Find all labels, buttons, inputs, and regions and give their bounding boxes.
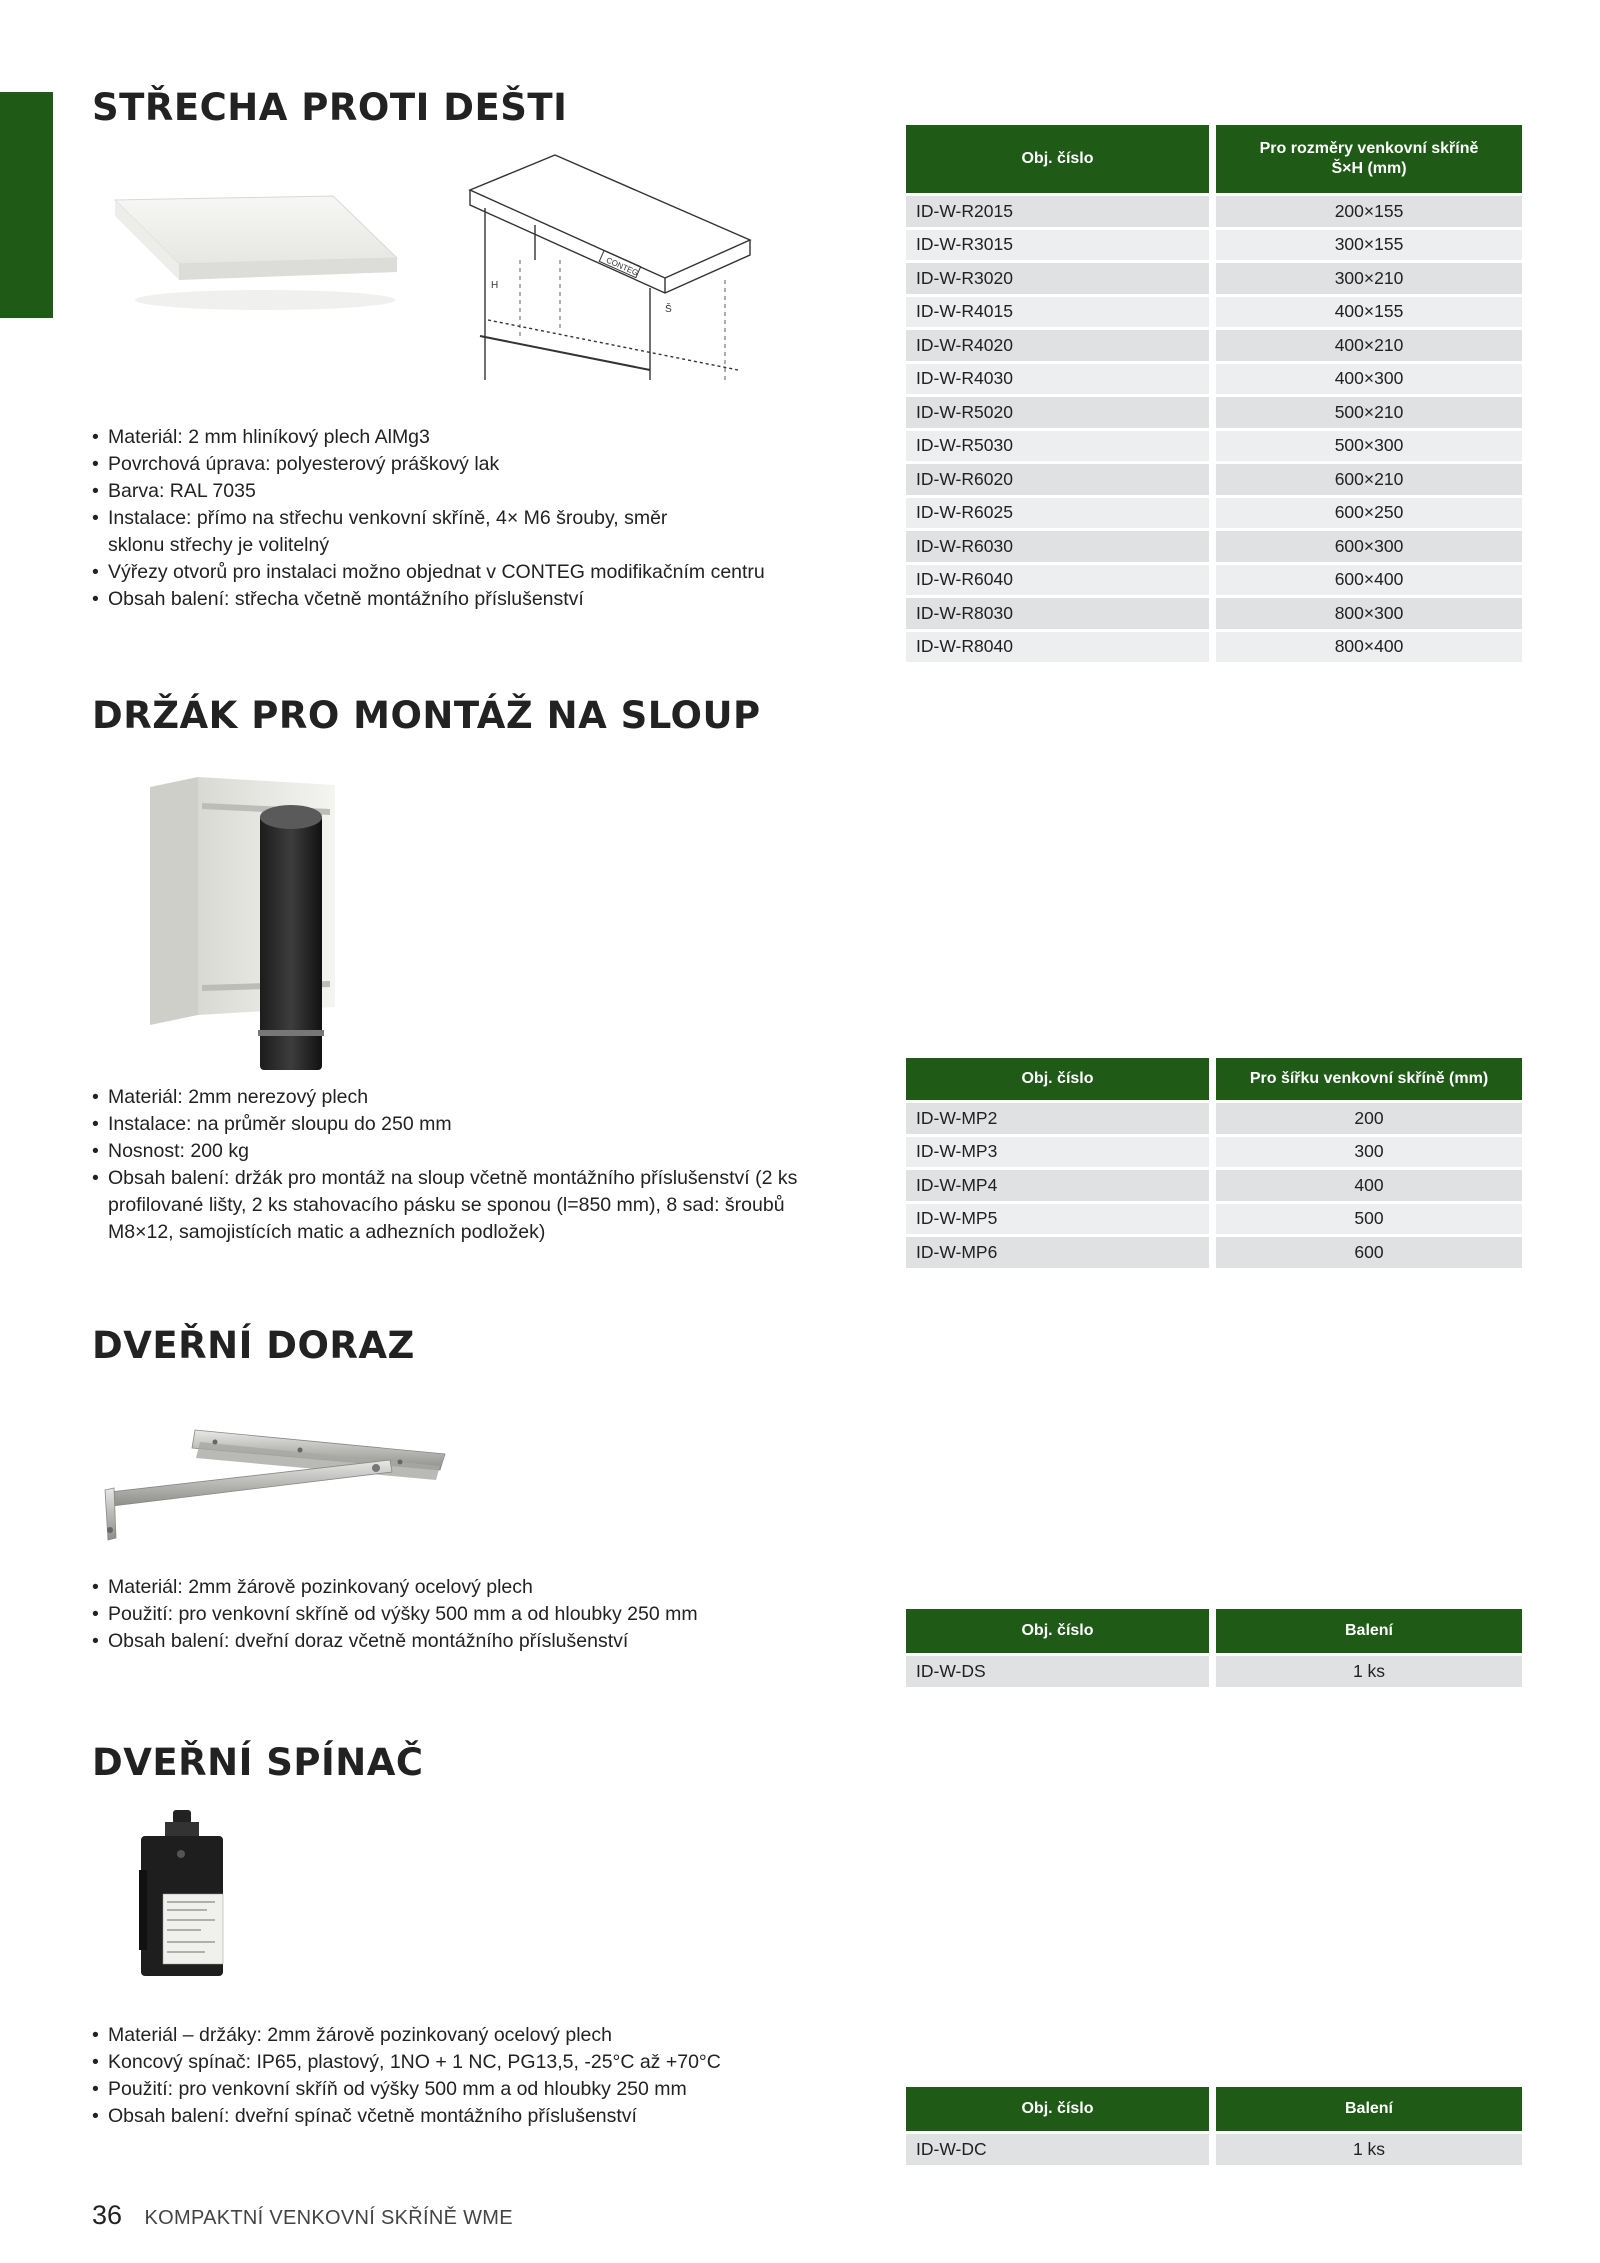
table-cell: 600 xyxy=(1216,1234,1522,1268)
list-item: • Instalace: na průměr sloupu do 250 mm xyxy=(92,1111,812,1138)
table-row xyxy=(906,227,1522,261)
table-cell: 600×400 xyxy=(1216,562,1522,596)
door-stop-spec-list xyxy=(92,1574,812,1655)
list-item: • Nosnost: 200 kg xyxy=(92,1138,812,1165)
section-title-door-switch: DVEŘNÍ SPÍNAČ xyxy=(92,1741,424,1784)
table-cell: 800×400 xyxy=(1216,629,1522,663)
roof-photo xyxy=(105,188,405,328)
section-title-pole-mount: DRŽÁK PRO MONTÁŽ NA SLOUP xyxy=(92,694,761,737)
page-footer xyxy=(92,2200,513,2231)
table-cell: ID-W-DC xyxy=(906,2131,1209,2165)
table-cell: 400×300 xyxy=(1216,361,1522,395)
table-cell: 200×155 xyxy=(1216,193,1522,227)
table-cell: 300 xyxy=(1216,1134,1522,1168)
table-cell: 300×155 xyxy=(1216,227,1522,261)
table-cell: ID-W-MP2 xyxy=(906,1100,1209,1134)
brand-label: CONTEG xyxy=(604,255,640,278)
table-header-row xyxy=(906,1609,1522,1653)
table-cell: ID-W-R8040 xyxy=(906,629,1209,663)
pole-mount-spec-list xyxy=(92,1084,812,1246)
table-cell: 400 xyxy=(1216,1167,1522,1201)
door-switch-photo xyxy=(135,1810,235,1990)
list-item: • Povrchová úprava: polyesterový práškový lak xyxy=(92,451,812,478)
table-row xyxy=(906,528,1522,562)
table-row xyxy=(906,394,1522,428)
footer-title: KOMPAKTNÍ VENKOVNÍ SKŘÍNĚ WME xyxy=(144,2207,513,2229)
table-cell: ID-W-DS xyxy=(906,1653,1209,1687)
table-cell: ID-W-MP3 xyxy=(906,1134,1209,1168)
table-cell: 400×210 xyxy=(1216,327,1522,361)
table-row xyxy=(906,1100,1522,1134)
list-item: • Obsah balení: držák pro montáž na sloup včetně montážního příslušenství (2 ks profilované lišty, 2 ks stahovacího pásku se sponou (l=850 mm), 8 sad: šroubů M8×12, samojistících matic a adhezních podložek) xyxy=(92,1165,808,1246)
list-item: • Materiál: 2 mm hliníkový plech AlMg3 xyxy=(92,424,812,451)
table-cell: ID-W-R8030 xyxy=(906,595,1209,629)
table-header-cell: Obj. číslo xyxy=(906,1058,1209,1100)
door-switch-spec-list xyxy=(92,2022,812,2130)
list-item: • Materiál: 2mm nerezový plech xyxy=(92,1084,812,1111)
table-header-row xyxy=(906,1058,1522,1100)
table-cell: ID-W-MP4 xyxy=(906,1167,1209,1201)
table-header-row xyxy=(906,125,1522,193)
table-row xyxy=(906,361,1522,395)
roof-technical-drawing xyxy=(460,150,760,390)
table-header-cell: Balení xyxy=(1216,2087,1522,2131)
pole-mount-table xyxy=(906,1058,1522,1268)
table-cell: 800×300 xyxy=(1216,595,1522,629)
table-header-cell: Pro rozměry venkovní skříně Š×H (mm) xyxy=(1216,125,1522,193)
list-item: • Materiál – držáky: 2mm žárově pozinkovaný ocelový plech xyxy=(92,2022,812,2049)
table-row xyxy=(906,629,1522,663)
door-switch-table xyxy=(906,2087,1522,2165)
table-row xyxy=(906,260,1522,294)
table-row xyxy=(906,595,1522,629)
table-row xyxy=(906,1653,1522,1687)
list-item: • Obsah balení: dveřní doraz včetně montážního příslušenství xyxy=(92,1628,812,1655)
table-row xyxy=(906,2131,1522,2165)
table-row xyxy=(906,1167,1522,1201)
section-title-roof: STŘECHA PROTI DEŠTI xyxy=(92,86,568,129)
table-cell: 200 xyxy=(1216,1100,1522,1134)
list-item: • Výřezy otvorů pro instalaci možno objednat v CONTEG modifikačním centru xyxy=(92,559,812,586)
list-item: • Instalace: přímo na střechu venkovní skříně, 4× M6 šrouby, směr sklonu střechy je volitelný xyxy=(92,505,668,559)
list-item: • Barva: RAL 7035 xyxy=(92,478,812,505)
table-header-cell: Pro šířku venkovní skříně (mm) xyxy=(1216,1058,1522,1100)
table-cell: ID-W-R4030 xyxy=(906,361,1209,395)
table-cell: ID-W-R6040 xyxy=(906,562,1209,596)
table-header-cell: Obj. číslo xyxy=(906,2087,1209,2131)
list-item: • Materiál: 2mm žárově pozinkovaný ocelový plech xyxy=(92,1574,812,1601)
table-row xyxy=(906,562,1522,596)
table-cell: ID-W-R5020 xyxy=(906,394,1209,428)
table-row xyxy=(906,1201,1522,1235)
table-cell: ID-W-R6020 xyxy=(906,461,1209,495)
table-row xyxy=(906,1134,1522,1168)
table-cell: ID-W-R2015 xyxy=(906,193,1209,227)
table-cell: 500×210 xyxy=(1216,394,1522,428)
list-item: • Obsah balení: dveřní spínač včetně montážního příslušenství xyxy=(92,2103,812,2130)
table-row xyxy=(906,428,1522,462)
list-item: • Koncový spínač: IP65, plastový, 1NO + 1 NC, PG13,5, -25°C až +70°C xyxy=(92,2049,812,2076)
dimension-label-h: H xyxy=(491,280,499,291)
table-cell: ID-W-R3015 xyxy=(906,227,1209,261)
table-header-cell: Balení xyxy=(1216,1609,1522,1653)
door-stop-table xyxy=(906,1609,1522,1687)
table-cell: ID-W-R6025 xyxy=(906,495,1209,529)
table-cell: ID-W-R6030 xyxy=(906,528,1209,562)
table-cell: 500×300 xyxy=(1216,428,1522,462)
table-cell: 600×210 xyxy=(1216,461,1522,495)
roof-spec-list xyxy=(92,424,812,613)
list-item: • Obsah balení: střecha včetně montážního příslušenství xyxy=(92,586,812,613)
table-cell: ID-W-R4020 xyxy=(906,327,1209,361)
table-cell: 400×155 xyxy=(1216,294,1522,328)
table-cell: ID-W-MP6 xyxy=(906,1234,1209,1268)
list-item: • Použití: pro venkovní skříň od výšky 500 mm a od hloubky 250 mm xyxy=(92,2076,812,2103)
list-item: • Použití: pro venkovní skříně od výšky 500 mm a od hloubky 250 mm xyxy=(92,1601,812,1628)
table-row xyxy=(906,294,1522,328)
page-number: 36 xyxy=(92,2200,123,2230)
section-side-tab xyxy=(0,92,53,318)
table-header-cell: Obj. číslo xyxy=(906,125,1209,193)
table-cell: 300×210 xyxy=(1216,260,1522,294)
table-cell: 1 ks xyxy=(1216,2131,1522,2165)
table-cell: 600×250 xyxy=(1216,495,1522,529)
dimension-label-s: Š xyxy=(665,304,672,315)
table-row xyxy=(906,461,1522,495)
table-cell: ID-W-R4015 xyxy=(906,294,1209,328)
pole-mount-photo xyxy=(140,775,370,1075)
table-cell: ID-W-MP5 xyxy=(906,1201,1209,1235)
table-cell: 500 xyxy=(1216,1201,1522,1235)
table-row xyxy=(906,495,1522,529)
table-row xyxy=(906,193,1522,227)
table-header-row xyxy=(906,2087,1522,2131)
table-cell: 1 ks xyxy=(1216,1653,1522,1687)
table-cell: ID-W-R3020 xyxy=(906,260,1209,294)
section-title-door-stop: DVEŘNÍ DORAZ xyxy=(92,1324,415,1367)
table-cell: ID-W-R5030 xyxy=(906,428,1209,462)
roof-table xyxy=(906,125,1522,662)
door-stop-photo xyxy=(100,1420,460,1570)
table-row xyxy=(906,1234,1522,1268)
table-row xyxy=(906,327,1522,361)
table-header-cell: Obj. číslo xyxy=(906,1609,1209,1653)
table-cell: 600×300 xyxy=(1216,528,1522,562)
